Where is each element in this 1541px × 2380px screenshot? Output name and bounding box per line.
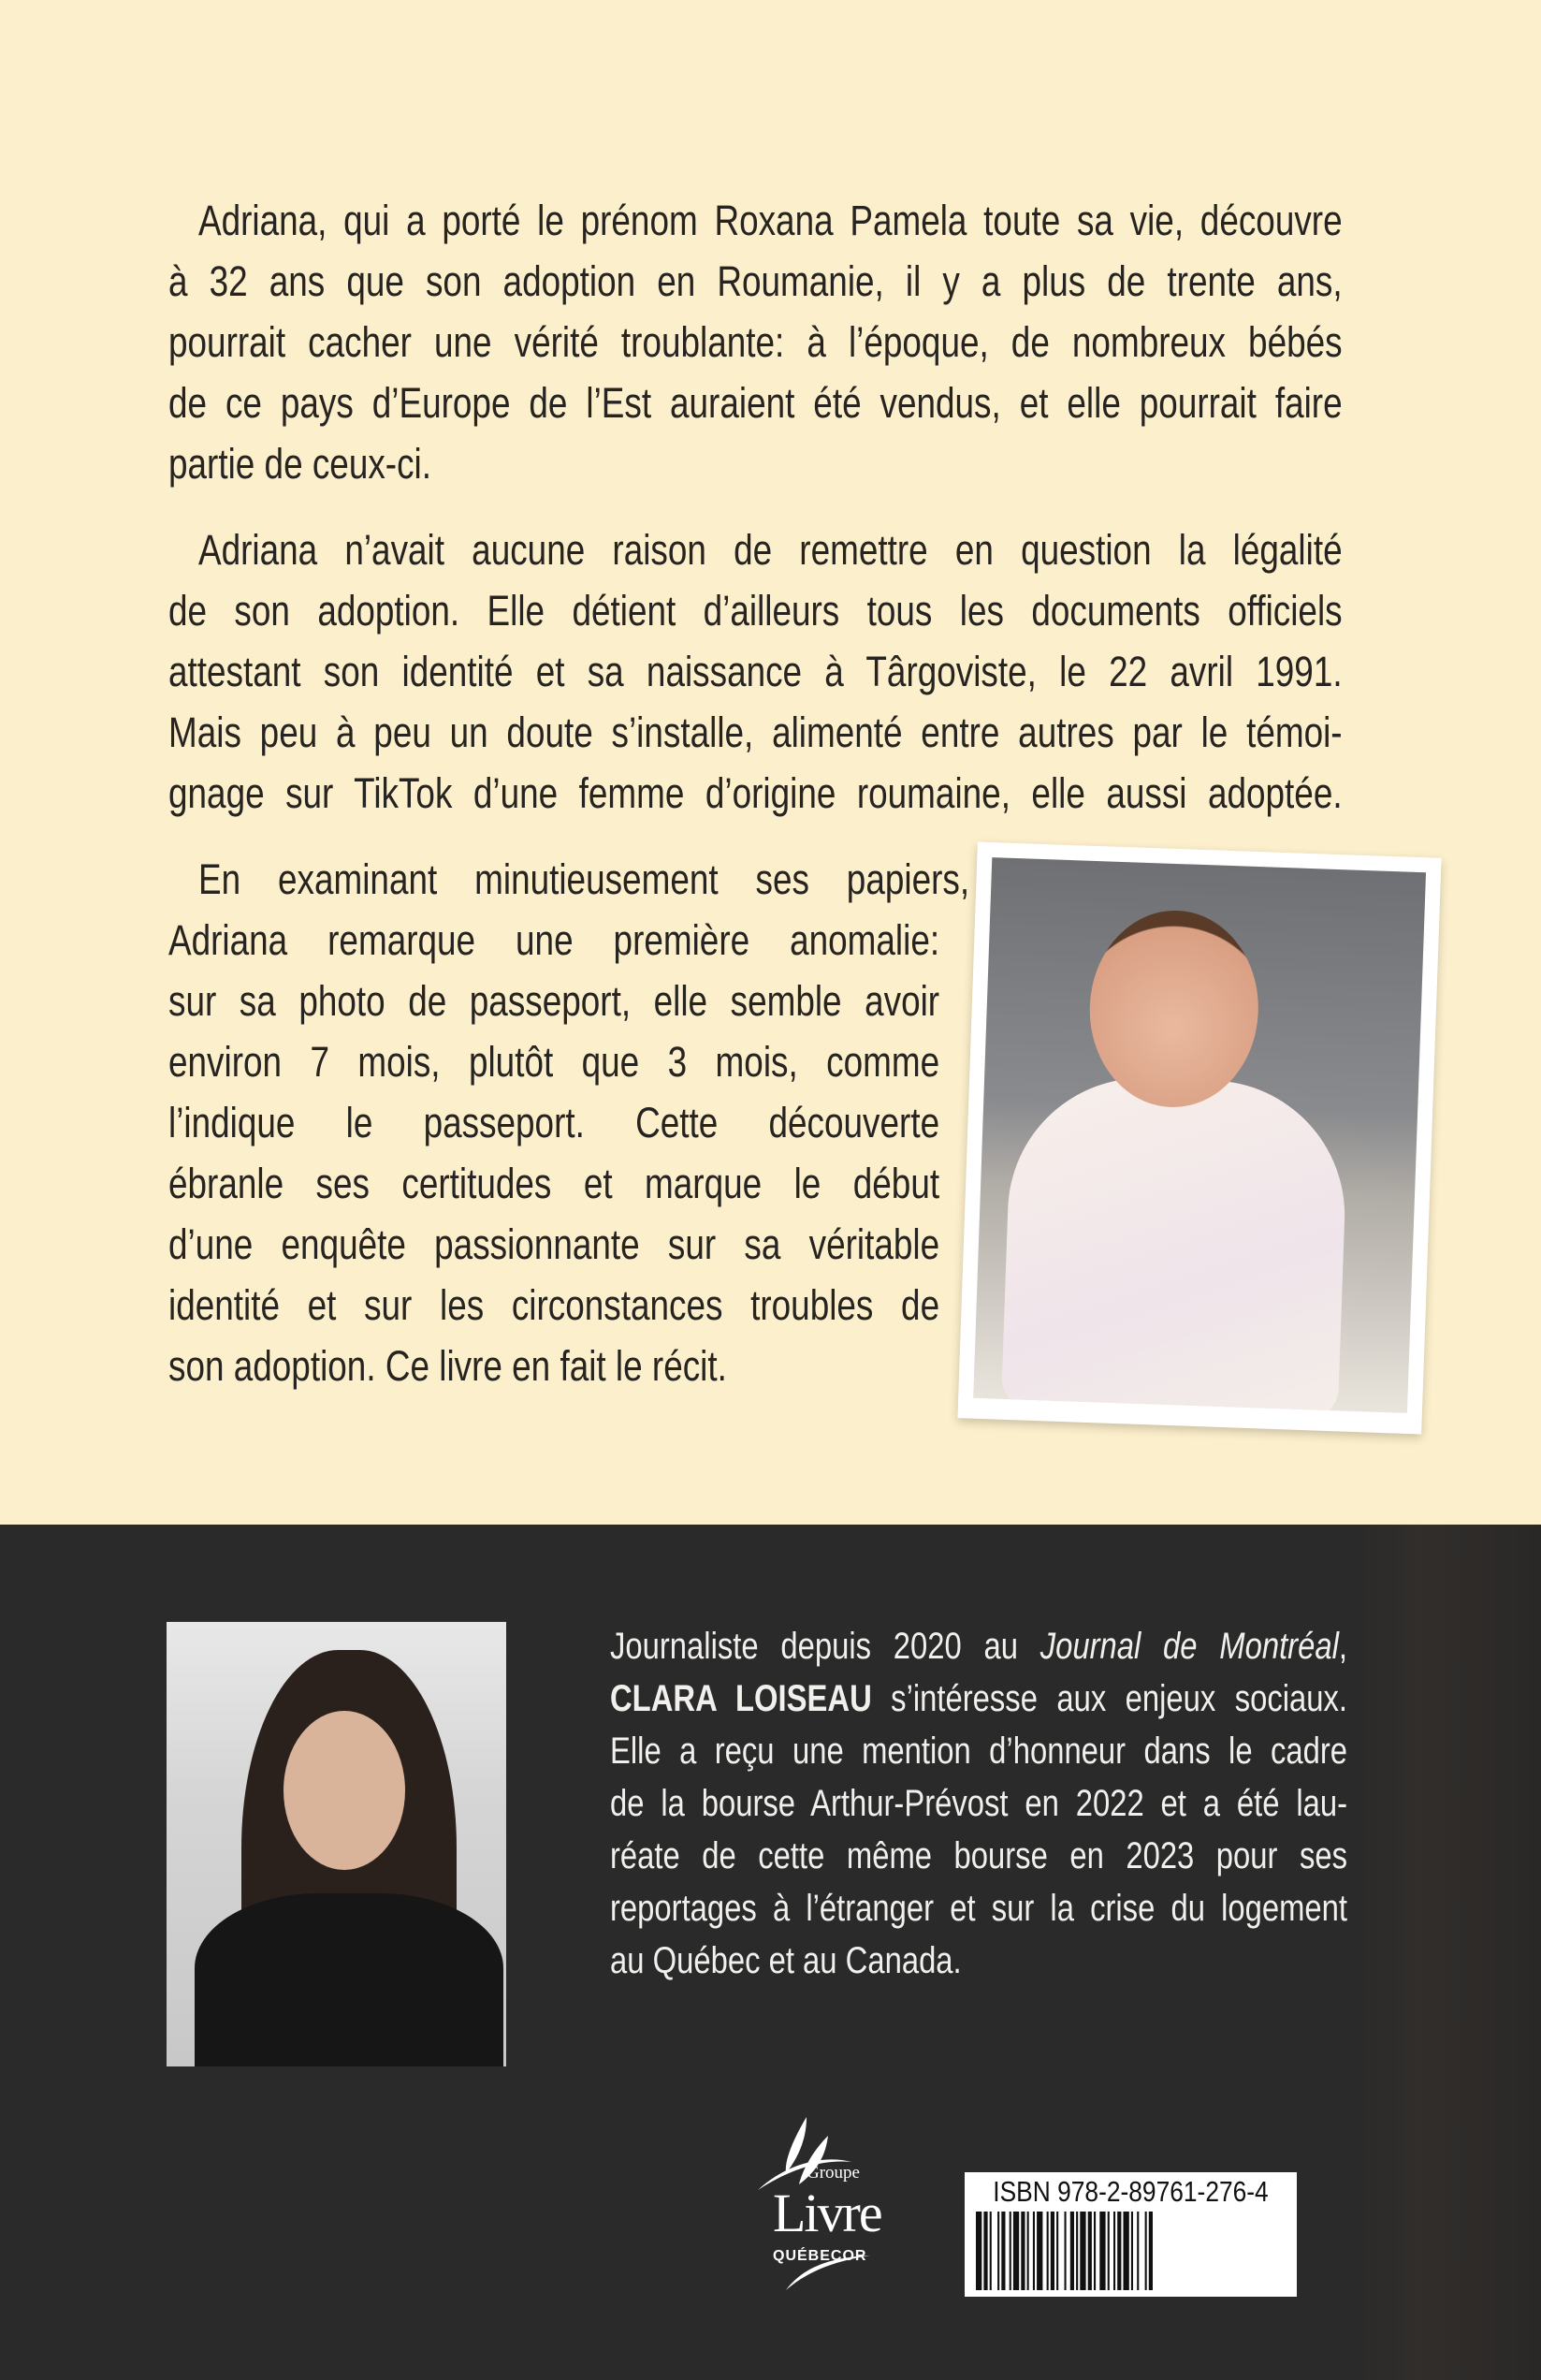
barcode-bar — [1108, 2212, 1110, 2290]
author-body — [195, 1893, 503, 2066]
barcode-bar — [1037, 2212, 1042, 2290]
text-line: pourrait cacher une vérité troublante: à l’époque, de nombreux bébés — [168, 318, 1343, 366]
text-line: sur sa photo de passeport, elle semble avoir — [168, 977, 940, 1025]
barcode-bar — [997, 2212, 999, 2290]
summary-paragraph-1 — [168, 190, 1343, 494]
text-line: à 32 ans que son adoption en Roumanie, il y a plus de trente ans, — [168, 257, 1343, 305]
author-face — [283, 1711, 405, 1870]
text-line: Adriana n’avait aucune raison de remettre en question la légalité — [197, 526, 1343, 574]
bio-line — [610, 1620, 1347, 1672]
barcode-bar — [983, 2212, 987, 2290]
barcode-bar — [1010, 2212, 1011, 2290]
barcode-bar — [1099, 2212, 1105, 2290]
logo-livre: Livre — [773, 2183, 881, 2243]
text-line: Adriana, qui a porté le prénom Roxana Pamela toute sa vie, découvre — [197, 197, 1343, 244]
baby-dress — [1001, 1073, 1349, 1413]
text-line: d’une enquête passionnante sur sa véritable — [168, 1220, 940, 1268]
baby-head — [1086, 908, 1261, 1110]
barcode-bar — [1113, 2212, 1115, 2290]
bio-text: s’intéresse aux enjeux sociaux. — [871, 1678, 1348, 1719]
bio-line: réate de cette même bourse en 2023 pour ses — [610, 1835, 1348, 1876]
logo-quebecor: QUÉBECOR — [773, 2248, 867, 2264]
text-line: son adoption. Ce livre en fait le récit. — [168, 1342, 727, 1390]
barcode-bar — [1021, 2212, 1025, 2290]
bio-line: reportages à l’étranger et sur la crise du logement — [610, 1888, 1348, 1929]
barcode-bar — [1080, 2212, 1085, 2290]
bio-line: au Québec et au Canada. — [610, 1940, 962, 1981]
barcode-bar — [1033, 2212, 1035, 2290]
text-line: Mais peu à peu un doute s’installe, alimenté entre autres par le témoi- — [168, 708, 1343, 756]
baby-photo — [957, 842, 1441, 1435]
barcode-bar — [1124, 2212, 1129, 2290]
author-bio — [610, 1620, 1347, 1987]
barcode-bar — [1051, 2212, 1054, 2290]
barcode-bar — [1076, 2212, 1078, 2290]
barcode-icon — [976, 2212, 1286, 2290]
barcode-bar — [1094, 2212, 1096, 2290]
text-line: de ce pays d’Europe de l’Est auraient été vendus, et elle pourrait faire — [168, 379, 1343, 427]
text-line: attestant son identité et sa naissance à Târgoviste, le 22 avril 1991. — [168, 648, 1343, 695]
bio-line — [610, 1672, 1347, 1725]
barcode-bar — [990, 2212, 992, 2290]
newspaper-name: Journal de Montréal — [1039, 1626, 1339, 1667]
baby-photo-image — [973, 857, 1426, 1413]
barcode-bar — [1117, 2212, 1121, 2290]
summary-paragraph-3 — [168, 849, 970, 1396]
barcode-bar — [1131, 2212, 1133, 2290]
logo-groupe: Groupe — [807, 2163, 860, 2183]
text-line: l’indique le passeport. Cette découverte — [168, 1099, 940, 1146]
text-line: environ 7 mois, plutôt que 3 mois, comme — [168, 1038, 940, 1086]
author-name: CLARA LOISEAU — [610, 1678, 872, 1719]
text-line: Adriana remarque une première anomalie: — [168, 916, 940, 964]
text-line: de son adoption. Elle détient d’ailleurs tous les documents officiels — [168, 587, 1343, 635]
barcode-bar — [1070, 2212, 1074, 2290]
barcode-bar — [1149, 2212, 1153, 2290]
barcode-bar — [1137, 2212, 1139, 2290]
bio-text: , — [1338, 1626, 1348, 1667]
bio-line: Elle a reçu une mention d’honneur dans le cadre — [610, 1730, 1348, 1772]
isbn-number: ISBN 978-2-89761-276-4 — [993, 2175, 1269, 2208]
barcode-bar — [1027, 2212, 1029, 2290]
bio-line: de la bourse Arthur-Prévost en 2022 et a été lau- — [610, 1783, 1348, 1824]
barcode-bar — [1013, 2212, 1019, 2290]
barcode-bar — [1065, 2212, 1067, 2290]
text-line: partie de ceux-ci. — [168, 440, 431, 488]
barcode-bar — [1145, 2212, 1147, 2290]
barcode-bar — [1088, 2212, 1092, 2290]
summary-paragraph-2 — [168, 519, 1343, 824]
text-line: En examinant minutieusement ses papiers, — [197, 855, 970, 903]
barcode-bar — [1047, 2212, 1049, 2290]
barcode-bar — [1056, 2212, 1058, 2290]
author-photo — [167, 1622, 506, 2066]
publisher-logo — [758, 2117, 917, 2295]
text-line: ébranle ses certitudes et marque le début — [168, 1160, 940, 1207]
text-line: gnage sur TikTok d’une femme d’origine roumaine, elle aussi adoptée. — [168, 769, 1343, 817]
bio-text: Journaliste depuis 2020 au — [610, 1626, 1040, 1667]
barcode-bar — [1001, 2212, 1005, 2290]
text-line: identité et sur les circonstances troubles de — [168, 1281, 940, 1329]
isbn-barcode — [965, 2172, 1297, 2297]
barcode-bar — [976, 2212, 981, 2290]
